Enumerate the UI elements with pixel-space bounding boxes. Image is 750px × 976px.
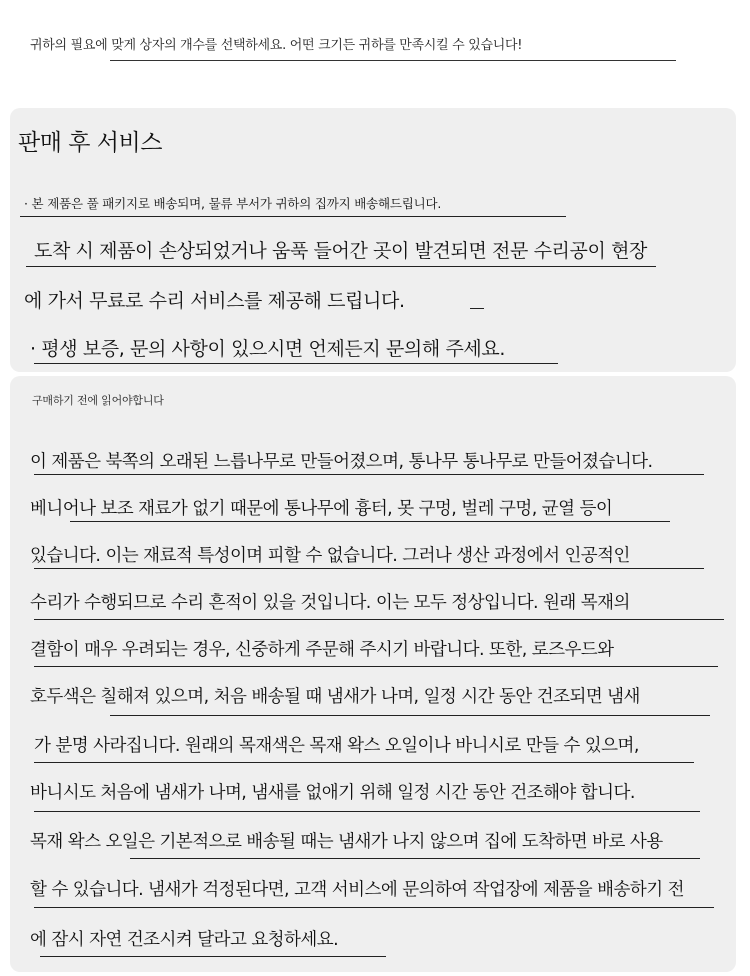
after-sales-line: 에 가서 무료로 수리 서비스를 제공해 드립니다.: [24, 290, 405, 312]
intro-note: 귀하의 필요에 맞게 상자의 개수를 선택하세요. 어떤 크기든 귀하를 만족시킬 수 있습니다!: [30, 38, 523, 53]
notice-line: 호두색은 칠해져 있으며, 처음 배송될 때 냄새가 나며, 일정 시간 동안 건조되면 냄새: [30, 687, 640, 707]
read-before-purchase-panel: [10, 376, 736, 972]
underline: [34, 762, 694, 763]
underline: [34, 907, 714, 908]
after-sales-line: · 평생 보증, 문의 사항이 있으시면 언제든지 문의해 주세요.: [30, 338, 505, 360]
after-sales-line: · 본 제품은 풀 패키지로 배송되며, 물류 부서가 귀하의 집까지 배송해드립니다.: [24, 196, 442, 211]
underline: [34, 363, 558, 364]
underline: [34, 568, 704, 569]
after-sales-title: 판매 후 서비스: [18, 130, 162, 156]
underline: [470, 308, 484, 309]
after-sales-line: 도착 시 제품이 손상되었거나 움푹 들어간 곳이 발견되면 전문 수리공이 현장: [34, 240, 647, 262]
after-sales-panel: [10, 108, 736, 372]
notice-line: 수리가 수행되므로 수리 흔적이 있을 것입니다. 이는 모두 정상입니다. 원래 목재의: [30, 593, 630, 613]
underline: [130, 858, 700, 859]
underline: [40, 956, 386, 957]
read-before-title: 구매하기 전에 읽어야합니다: [32, 394, 164, 407]
underline: [34, 666, 718, 667]
intro-underline: [110, 60, 676, 61]
notice-line: 에 잠시 자연 건조시켜 달라고 요청하세요.: [30, 930, 339, 950]
underline: [26, 266, 656, 267]
notice-line: 가 분명 사라집니다. 원래의 목재색은 목재 왁스 오일이나 바니시로 만들 수 있으며,: [34, 736, 639, 756]
notice-line: 목재 왁스 오일은 기본적으로 배송될 때는 냄새가 나지 않으며 집에 도착하면 바로 사용: [30, 832, 663, 852]
underline: [34, 619, 724, 620]
underline: [70, 521, 670, 522]
underline: [34, 811, 700, 812]
underline: [110, 715, 710, 716]
notice-line: 할 수 있습니다. 냄새가 걱정된다면, 고객 서비스에 문의하여 작업장에 제품을 배송하기 전: [30, 880, 684, 900]
notice-line: 바니시도 처음에 냄새가 나며, 냄새를 없애기 위해 일정 시간 동안 건조해야 합니다.: [30, 783, 635, 803]
notice-line: 결함이 매우 우려되는 경우, 신중하게 주문해 주시기 바랍니다. 또한, 로즈우드와: [30, 640, 614, 660]
notice-line: 베니어나 보조 재료가 없기 때문에 통나무에 흉터, 못 구멍, 벌레 구멍, 균열 등이: [30, 499, 613, 519]
underline: [34, 474, 704, 475]
notice-line: 이 제품은 북쪽의 오래된 느릅나무로 만들어졌으며, 통나무 통나무로 만들어졌습니다.: [30, 452, 653, 472]
underline: [20, 216, 566, 217]
notice-line: 있습니다. 이는 재료적 특성이며 피할 수 없습니다. 그러나 생산 과정에서 인공적인: [30, 546, 630, 566]
